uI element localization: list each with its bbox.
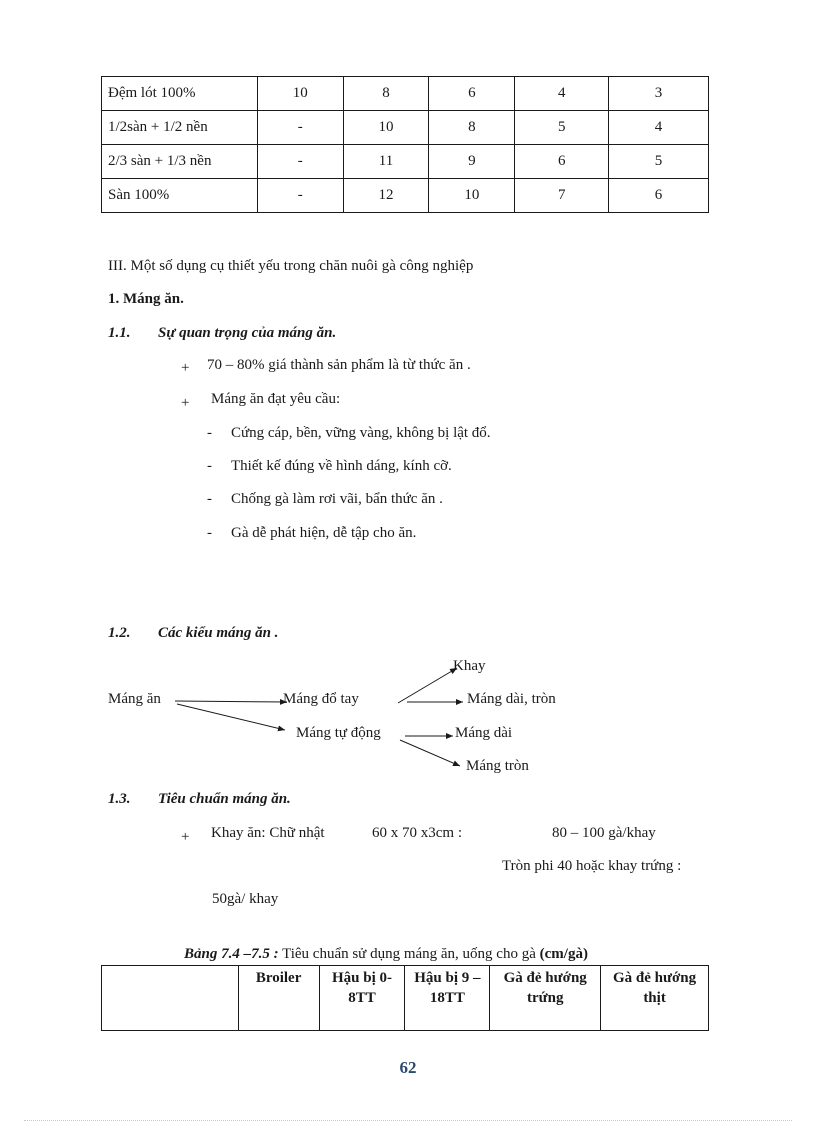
table-cell: 1/2sàn + 1/2 nền bbox=[102, 111, 258, 145]
list-item: Chống gà làm rơi vãi, bẩn thức ăn . bbox=[231, 491, 443, 507]
table-cell: 11 bbox=[343, 145, 429, 179]
table-header-cell: Broiler bbox=[238, 966, 319, 1031]
standard-text: Khay ăn: Chữ nhật bbox=[211, 825, 325, 841]
table-caption bbox=[184, 946, 588, 963]
dash-marker: - bbox=[207, 525, 212, 541]
table-cell: 10 bbox=[429, 179, 515, 213]
caption-label: Bảng 7.4 –7.5 : bbox=[184, 946, 279, 962]
table-header-cell: Hậu bị 9 – 18TT bbox=[405, 966, 490, 1031]
list-item: Cứng cáp, bền, vững vàng, không bị lật đổ. bbox=[231, 425, 491, 441]
heading-importance: Sự quan trọng của máng ăn. bbox=[158, 325, 337, 341]
node-round-feeder: Máng tròn bbox=[466, 758, 529, 774]
table-cell: 10 bbox=[257, 77, 343, 111]
list-item: Thiết kế đúng về hình dáng, kính cỡ. bbox=[231, 458, 452, 474]
heading-feeder-types: Các kiểu máng ăn . bbox=[158, 625, 279, 641]
table-cell: - bbox=[257, 145, 343, 179]
arrow bbox=[400, 740, 460, 766]
table-header-cell: Gà đẻ hướng thịt bbox=[601, 966, 709, 1031]
footer-divider bbox=[24, 1120, 792, 1121]
standard-text: Tròn phi 40 hoặc khay trứng : bbox=[502, 858, 682, 874]
arrow bbox=[177, 704, 285, 730]
arrow bbox=[175, 701, 287, 702]
node-long-feeder: Máng dài bbox=[455, 725, 513, 741]
table-cell: 2/3 sàn + 1/3 nền bbox=[102, 145, 258, 179]
table-cell: 8 bbox=[429, 111, 515, 145]
bullet-marker: + bbox=[181, 395, 190, 411]
table-cell: 4 bbox=[609, 111, 709, 145]
table-cell: 6 bbox=[429, 77, 515, 111]
heading-number: 1.2. bbox=[108, 625, 131, 641]
node-tray: Khay bbox=[453, 658, 486, 674]
standard-text: 50gà/ khay bbox=[212, 891, 279, 907]
table-cell: 7 bbox=[515, 179, 609, 213]
heading-number: 1.3. bbox=[108, 791, 131, 807]
page-number: 62 bbox=[399, 1058, 417, 1077]
dash-marker: - bbox=[207, 425, 212, 441]
node-feeder: Máng ăn bbox=[108, 691, 161, 707]
table-cell: 5 bbox=[515, 111, 609, 145]
table-cell: 6 bbox=[609, 179, 709, 213]
feeder-standards-table bbox=[101, 965, 709, 1031]
heading-feeders: 1. Máng ăn. bbox=[108, 291, 184, 307]
heading-feeder-standards: Tiêu chuẩn máng ăn. bbox=[158, 791, 291, 807]
node-auto-feeder: Máng tự động bbox=[296, 725, 381, 741]
table-header-cell: Gà đẻ hướng trứng bbox=[490, 966, 601, 1031]
table-cell: 5 bbox=[609, 145, 709, 179]
list-item: Gà dễ phát hiện, dễ tập cho ăn. bbox=[231, 525, 417, 541]
table-cell: 10 bbox=[343, 111, 429, 145]
table-cell: 9 bbox=[429, 145, 515, 179]
table-cell: 8 bbox=[343, 77, 429, 111]
table-cell: - bbox=[257, 179, 343, 213]
table-cell: 6 bbox=[515, 145, 609, 179]
bullet-marker: + bbox=[181, 829, 190, 845]
table-header-cell bbox=[102, 966, 239, 1031]
table-cell: 3 bbox=[609, 77, 709, 111]
table-header-cell: Hậu bị 0- 8TT bbox=[319, 966, 405, 1031]
table-header-row bbox=[102, 966, 709, 1031]
section-heading: III. Một số dụng cụ thiết yếu trong chăn nuôi gà công nghiệp bbox=[108, 258, 474, 274]
caption-text: Tiêu chuẩn sử dụng máng ăn, uống cho gà bbox=[278, 946, 540, 962]
arrow bbox=[398, 668, 457, 703]
caption-unit: (cm/gà) bbox=[539, 946, 588, 962]
standard-text: 80 – 100 gà/khay bbox=[552, 825, 656, 841]
dash-marker: - bbox=[207, 458, 212, 474]
heading-number: 1.1. bbox=[108, 325, 131, 341]
table-cell: 12 bbox=[343, 179, 429, 213]
node-long-round-feeder: Máng dài, tròn bbox=[467, 691, 556, 707]
bullet-text: 70 – 80% giá thành sản phẩm là từ thức ăn . bbox=[207, 357, 471, 373]
node-manual-feeder: Máng đổ tay bbox=[283, 691, 359, 707]
table-cell: - bbox=[257, 111, 343, 145]
bullet-text: Máng ăn đạt yêu cầu: bbox=[211, 391, 341, 407]
table-cell: Sàn 100% bbox=[102, 179, 258, 213]
table-cell: 4 bbox=[515, 77, 609, 111]
bullet-marker: + bbox=[181, 360, 190, 376]
dash-marker: - bbox=[207, 491, 212, 507]
table-cell: Đệm lót 100% bbox=[102, 77, 258, 111]
standard-text: 60 x 70 x3cm : bbox=[372, 825, 462, 841]
